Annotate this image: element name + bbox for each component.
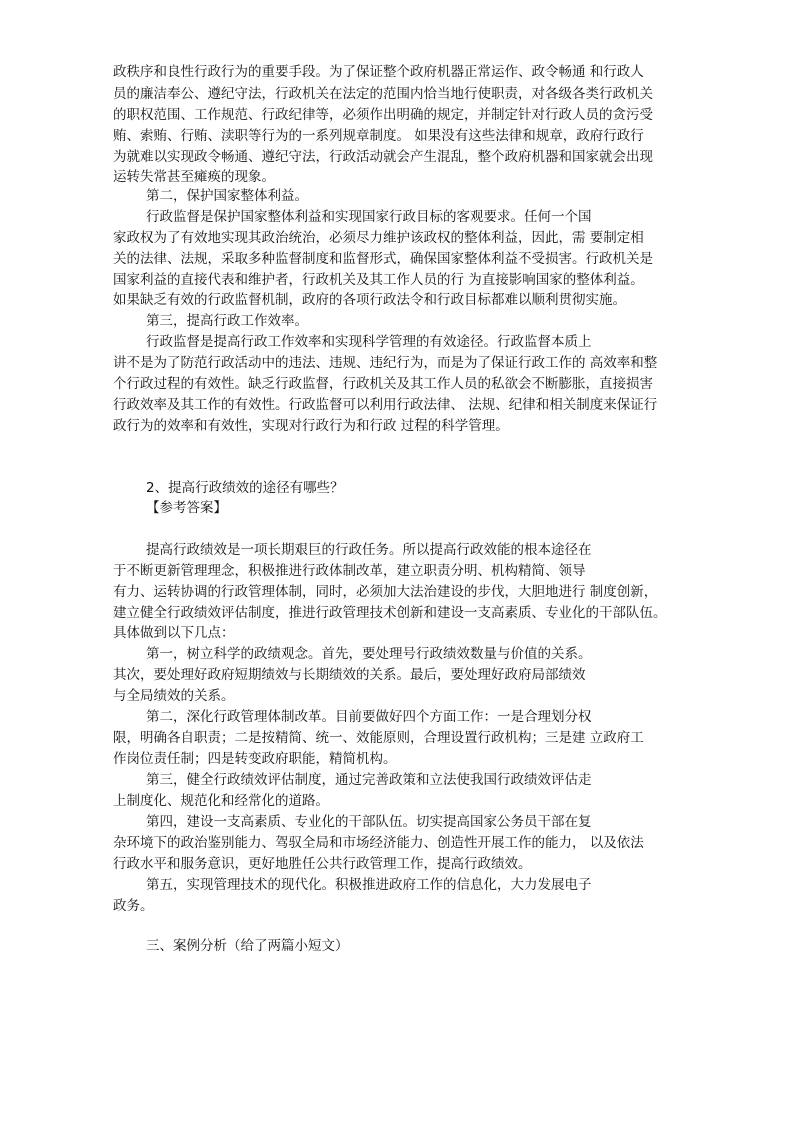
text-line: 行政水平和服务意识，更好地胜任公共行政管理工作，提高行政绩效。 [113, 856, 532, 872]
text-line: 第三，健全行政绩效评估制度，通过完善政策和立法使我国行政绩效评估走 [146, 772, 592, 788]
text-line: 第二，深化行政管理体制改革。目前要做好四个方面工作：一是合理划分权 [146, 709, 592, 725]
text-line: 上制度化、规范化和经常化的道路。 [113, 793, 329, 809]
text-line: 第五，实现管理技术的现代化。积极推进政府工作的信息化，大力发展电子 [146, 877, 592, 893]
text-line: 国家利益的直接代表和维护者，行政机关及其工作人员的行 为直接影响国家的整体利益。 [113, 272, 644, 288]
text-line: 如果缺乏有效的行政监督机制，政府的各项行政法令和行政目标都难以顺利贯彻实施。 [113, 292, 626, 308]
text-line: 具体做到以下几点： [113, 625, 235, 641]
text-line: 限，明确各自职责；二是按精简、统一、效能原则，合理设置行政机构；三是建 立政府工 [113, 730, 644, 746]
answer-label: 【参考答案】 [146, 500, 227, 516]
text-line: 有力、运转协调的行政管理体制，同时，必须加大法治建设的步伐，大胆地进行 制度创新， [113, 584, 658, 600]
text-line: 建立健全行政绩效评估制度，推进行政管理技术创新和建设一支高素质、专业化的干部队伍。 [113, 605, 667, 621]
text-line: 第一，树立科学的政绩观念。首先，要处理号行政绩效数量与价值的关系。 [146, 646, 592, 662]
text-line: 于不断更新管理理念，积极推进行政体制改革，建立职责分明、机构精简、领导 [113, 563, 586, 579]
text-line: 为就难以实现政令畅通、遵纪守法，行政活动就会产生混乱，整个政府机器和国家就会出现 [113, 149, 653, 165]
text-line: 行政效率及其工作的有效性。行政监督可以利用行政法律、 法规、纪律和相关制度来保证行 [113, 397, 658, 413]
question-heading: 2、提高行政绩效的途径有哪些？ [146, 480, 344, 496]
text-line: 家政权为了有效地实现其政治统治，必须尽力维护该政权的整体利益，因此，需 要制定相 [113, 230, 644, 246]
text-line: 提高行政绩效是一项长期艰巨的行政任务。所以提高行政效能的根本途径在 [146, 542, 592, 558]
text-line: 的职权范围、工作规范、行政纪律等，必须作出明确的规定，并制定针对行政人员的贪污受 [113, 107, 653, 123]
text-line: 政务。 [113, 898, 154, 914]
text-line: 行政监督是保护国家整体利益和实现国家行政目标的客观要求。任何一个国 [146, 209, 592, 225]
text-line: 与全局绩效的关系。 [113, 688, 235, 704]
text-line: 个行政过程的有效性。缺乏行政监督，行政机关及其工作人员的私欲会不断膨胀，直接损害 [113, 376, 653, 392]
text-line: 作岗位责任制；四是转变政府职能，精简机构。 [113, 751, 397, 767]
text-line: 运转失常甚至瘫痪的现象。 [113, 169, 275, 185]
text-line: 贿、索贿、行贿、渎职等行为的一系列规章制度。 如果没有这些法律和规章，政府行政行 [113, 128, 644, 144]
text-line: 讲不是为了防范行政活动中的违法、违规、违纪行为，而是为了保证行政工作的 高效率和整 [113, 355, 658, 371]
text-line: 第四，建设一支高素质、专业化的干部队伍。切实提高国家公务员干部在复 [146, 814, 592, 830]
text-line: 政秩序和良性行政行为的重要手段。为了保证整个政府机器正常运作、政令畅通 和行政人 [113, 64, 644, 80]
text-line: 行政监督是提高行政工作效率和实现科学管理的有效途径。行政监督本质上 [146, 334, 592, 350]
text-line: 关的法律、法规，采取多种监督制度和监督形式，确保国家整体利益不受损害。行政机关是 [113, 251, 653, 267]
section-heading: 第二，保护国家整体利益。 [146, 188, 308, 204]
section-heading: 第三，提高行政工作效率。 [146, 313, 308, 329]
text-line: 员的廉洁奉公、遵纪守法，行政机关在法定的范围内恰当地行使职责，对各级各类行政机关 [113, 86, 653, 102]
section-heading: 三、案例分析（给了两篇小短文） [146, 938, 349, 954]
text-line: 政行为的效率和有效性，实现对行政行为和行政 过程的科学管理。 [113, 418, 509, 434]
text-line: 其次，要处理好政府短期绩效与长期绩效的关系。最后，要处理好政府局部绩效 [113, 667, 586, 683]
text-line: 杂环境下的政治鉴别能力、驾驭全局和市场经济能力、创造性开展工作的能力， 以及依法 [113, 835, 644, 851]
